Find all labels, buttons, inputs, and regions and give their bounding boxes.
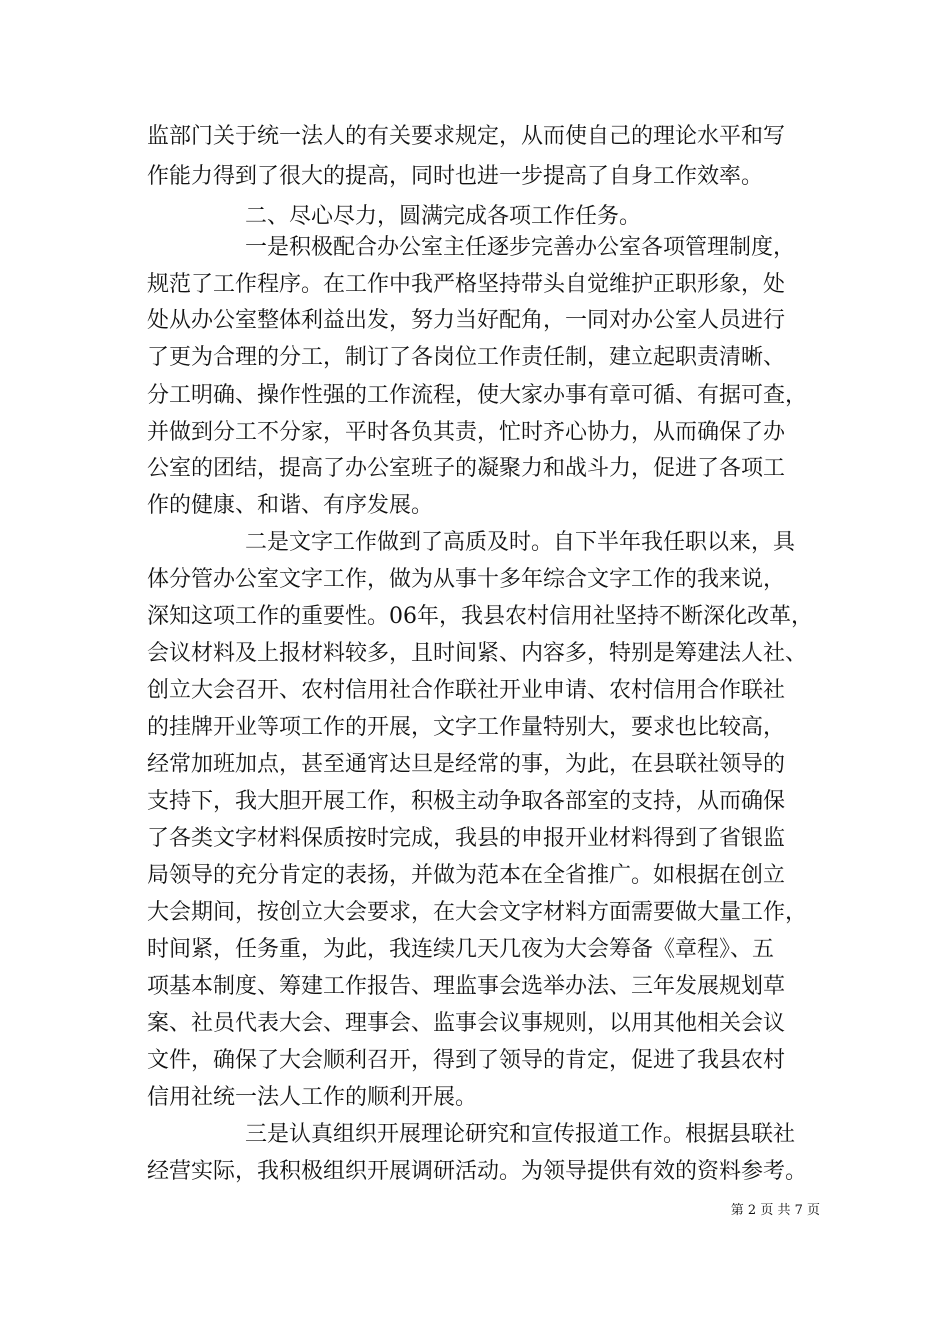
text-line: 分工明确、操作性强的工作流程，使大家办事有章可循、有据可查， xyxy=(147,383,808,408)
text-line: 信用社统一法人工作的顺利开展。 xyxy=(147,1085,478,1110)
text-line: 文件，确保了大会顺利召开，得到了领导的肯定，促进了我县农村 xyxy=(147,1048,786,1073)
text-line: 会议材料及上报材料较多，且时间紧、内容多，特别是筹建法人社、 xyxy=(147,641,808,666)
text-line: 案、社员代表大会、理事会、监事会议事规则，以用其他相关会议 xyxy=(147,1011,786,1036)
text-line: 三是认真组织开展理论研究和宣传报道工作。根据县联社 xyxy=(245,1122,796,1147)
text-line: 了更为合理的分工，制订了各岗位工作责任制，建立起职责清晰、 xyxy=(147,345,786,370)
text-line: 作的健康、和谐、有序发展。 xyxy=(147,493,434,518)
section-heading: 二、尽心尽力，圆满完成各项工作任务。 xyxy=(245,204,642,229)
text-line: 二是文字工作做到了高质及时。自下半年我任职以来，具 xyxy=(245,530,796,555)
text-line: 项基本制度、筹建工作报告、理监事会选举办法、三年发展规划草 xyxy=(147,974,786,999)
text-line: 时间紧，任务重，为此，我连续几天几夜为大会筹备《章程》、五 xyxy=(147,937,775,962)
text-line: 了各类文字材料保质按时完成，我县的申报开业材料得到了省银监 xyxy=(147,826,786,851)
page-number-footer: 第 2 页 共 7 页 xyxy=(730,1203,820,1218)
text-line: 体分管办公室文字工作，做为从事十多年综合文字工作的我来说， xyxy=(147,567,786,592)
text-line: 监部门关于统一法人的有关要求规定，从而使自己的理论水平和写 xyxy=(147,124,786,149)
text-line: 支持下，我大胆开展工作，积极主动争取各部室的支持，从而确保 xyxy=(147,789,786,814)
text-line: 大会期间，按创立大会要求，在大会文字材料方面需要做大量工作， xyxy=(147,900,808,925)
text-line: 规范了工作程序。在工作中我严格坚持带头自觉维护正职形象，处 xyxy=(147,272,786,297)
text-line: 局领导的充分肯定的表扬，并做为范本在全省推广。如根据在创立 xyxy=(147,863,786,888)
text-line: 处从办公室整体利益出发，努力当好配角，一同对办公室人员进行 xyxy=(147,308,786,333)
text-line: 公室的团结，提高了办公室班子的凝聚力和战斗力，促进了各项工 xyxy=(147,456,786,481)
text-line: 深知这项工作的重要性。06年，我县农村信用社坚持不断深化改革， xyxy=(147,604,813,629)
text-line: 的挂牌开业等项工作的开展，文字工作量特别大，要求也比较高， xyxy=(147,715,786,740)
text-line: 经营实际，我积极组织开展调研活动。为领导提供有效的资料参考。 xyxy=(147,1159,808,1184)
text-line: 作能力得到了很大的提高，同时也进一步提高了自身工作效率。 xyxy=(147,164,764,189)
text-line: 一是积极配合办公室主任逐步完善办公室各项管理制度， xyxy=(245,235,796,260)
text-line: 经常加班加点，甚至通宵达旦是经常的事，为此，在县联社领导的 xyxy=(147,752,786,777)
text-line: 创立大会召开、农村信用社合作联社开业申请、农村信用合作联社 xyxy=(147,678,786,703)
text-line: 并做到分工不分家，平时各负其责，忙时齐心协力，从而确保了办 xyxy=(147,420,786,445)
